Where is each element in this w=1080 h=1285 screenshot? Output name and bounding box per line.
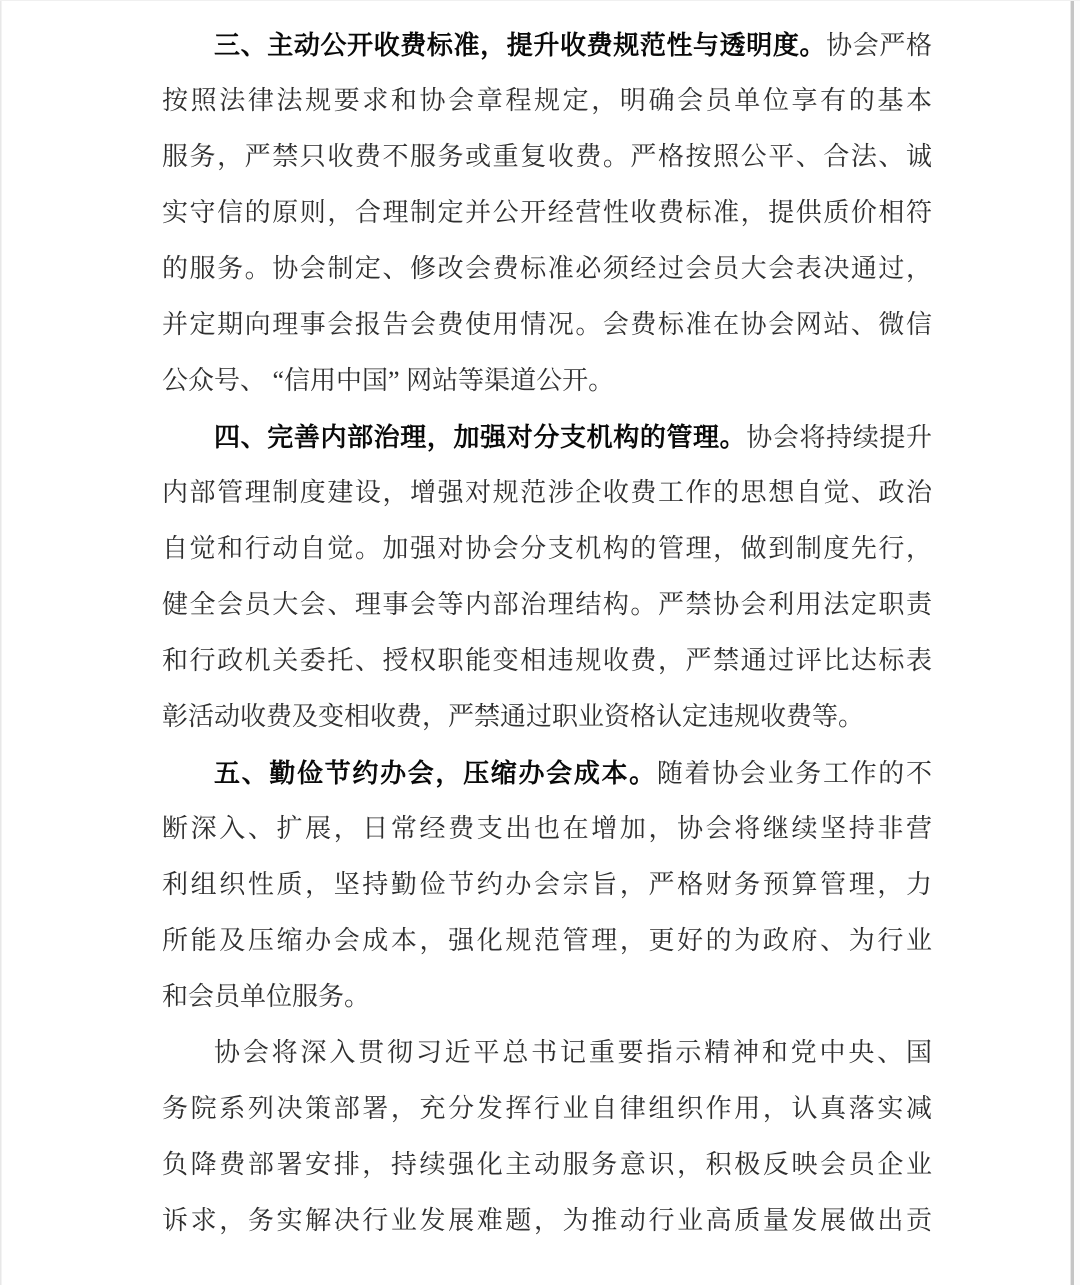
body-text: 内部管理制度建设，增强对规范涉企收费工作的思想自觉、政治	[162, 478, 932, 507]
body-text: 自觉和行动自觉。加强对协会分支机构的管理，做到制度先行，	[162, 534, 932, 563]
text-line	[162, 689, 932, 745]
document-text-column	[162, 17, 932, 1249]
text-line	[162, 297, 932, 353]
text-line	[162, 801, 932, 857]
text-line	[162, 745, 932, 801]
text-line	[162, 969, 932, 1025]
text-line	[162, 17, 932, 73]
body-text: 协会严格	[826, 31, 932, 60]
body-text: 的服务。协会制定、修改会费标准必须经过会员大会表决通过，	[162, 254, 932, 283]
text-line	[162, 241, 932, 297]
text-line	[162, 1025, 932, 1081]
body-text: 服务，严禁只收费不服务或重复收费。严格按照公平、合法、诚	[162, 142, 932, 171]
body-text: 协会将持续提升	[746, 423, 932, 452]
text-line	[162, 521, 932, 577]
body-text: 诉求，务实解决行业发展难题，为推动行业高质量发展做出贡	[162, 1206, 932, 1235]
body-text: 公众号、 “信用中国” 网站等渠道公开。	[162, 366, 615, 395]
text-line	[162, 633, 932, 689]
section-heading: 四、完善内部治理，加强对分支机构的管理。	[214, 422, 747, 452]
body-text: 和会员单位服务。	[162, 982, 371, 1011]
text-line	[162, 73, 932, 129]
body-text: 随着协会业务工作的不	[656, 759, 932, 788]
text-line	[162, 353, 932, 409]
text-line	[162, 857, 932, 913]
text-line	[162, 913, 932, 969]
section-heading: 三、主动公开收费标准，提升收费规范性与透明度。	[214, 30, 827, 60]
body-text: 彰活动收费及变相收费，严禁通过职业资格认定违规收费等。	[162, 702, 865, 731]
text-line	[162, 129, 932, 185]
body-text: 和行政机关委托、授权职能变相违规收费，严禁通过评比达标表	[162, 646, 932, 675]
body-text: 按照法律法规要求和协会章程规定，明确会员单位享有的基本	[162, 86, 932, 115]
text-line	[162, 409, 932, 465]
body-text: 务院系列决策部署，充分发挥行业自律组织作用，认真落实减	[162, 1094, 932, 1123]
text-line	[162, 1081, 932, 1137]
text-line	[162, 185, 932, 241]
body-text: 并定期向理事会报告会费使用情况。会费标准在协会网站、微信	[162, 310, 932, 339]
text-line	[162, 1137, 932, 1193]
text-line	[162, 1193, 932, 1249]
body-text: 所能及压缩办会成本，强化规范管理，更好的为政府、为行业	[162, 926, 932, 955]
body-text: 协会将深入贯彻习近平总书记重要指示精神和党中央、国	[214, 1038, 932, 1067]
text-line	[162, 465, 932, 521]
page-right-margin-strip	[1074, 1, 1080, 1285]
body-text: 实守信的原则，合理制定并公开经营性收费标准，提供质价相符	[162, 198, 932, 227]
body-text: 断深入、扩展，日常经费支出也在增加，协会将继续坚持非营	[162, 814, 932, 843]
section-heading: 五、勤俭节约办会，压缩办会成本。	[214, 758, 657, 788]
body-text: 利组织性质，坚持勤俭节约办会宗旨，严格财务预算管理，力	[162, 870, 932, 899]
page-left-edge	[0, 1, 2, 1285]
text-line	[162, 577, 932, 633]
body-text: 负降费部署安排，持续强化主动服务意识，积极反映会员企业	[162, 1150, 932, 1179]
body-text: 健全会员大会、理事会等内部治理结构。严禁协会利用法定职责	[162, 590, 932, 619]
